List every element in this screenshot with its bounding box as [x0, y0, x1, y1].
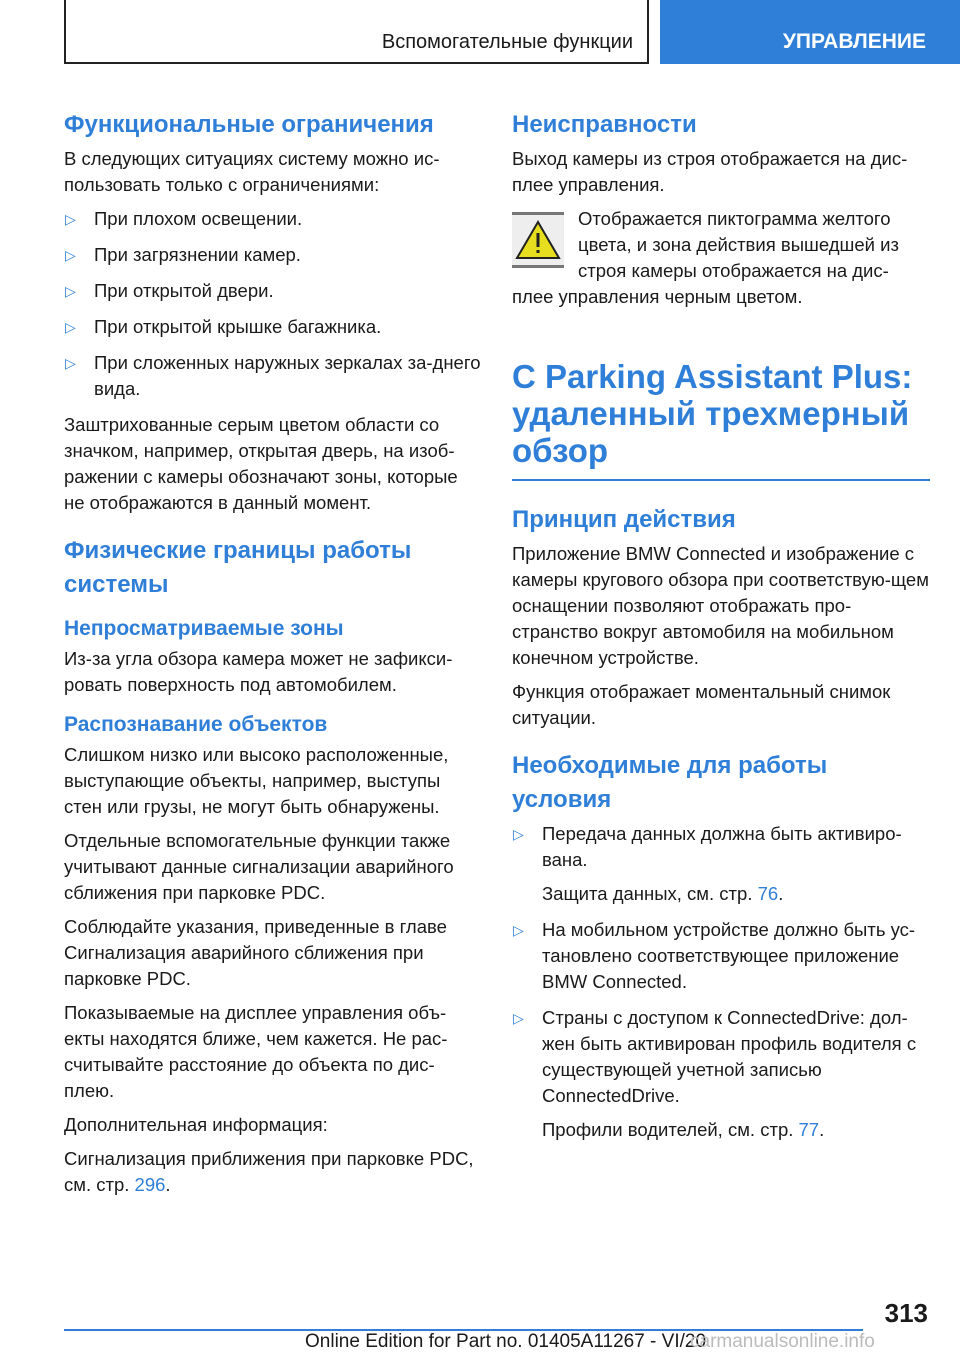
page-number: 313: [884, 1298, 928, 1328]
heading-faults: Неисправности: [512, 111, 697, 138]
heading-remote-3d-view: С Parking Assistant Plus: удаленный трехмерный обзор: [512, 358, 930, 481]
paragraph-detection-3: Соблюдайте указания, приведенные в главе Сигнализация аварийного сближения при парковке PDC.: [64, 916, 447, 989]
cross-reference: Профили водителей, см. стр. 77.: [542, 1119, 825, 1140]
paragraph-warning-pictogram: Отображается пиктограмма желтого цвета, и зона действия вышедшей из строя камеры отображается на дис-плее управления черным цветом.: [512, 208, 899, 307]
bullet-triangle-icon: ▷: [65, 283, 76, 299]
bullet-triangle-icon: ▷: [65, 211, 76, 227]
bullet-triangle-icon: ▷: [65, 355, 76, 371]
list-item: ▷ На мобильном устройстве должно быть ус-тановлено соответствующее приложение BMW Connected.: [513, 919, 916, 992]
paragraph-faults: Выход камеры из строя отображается на дис-плее управления.: [512, 148, 908, 195]
heading-physical-limits: Физические границы работы системы: [64, 537, 412, 598]
heading-principle: Принцип действия: [512, 506, 736, 533]
bullet-triangle-icon: ▷: [513, 922, 524, 938]
paragraph-principle-1: Приложение BMW Connected и изображение с камеры кругового обзора при соответствую-щем оснащении позволяют отображать про-странство вокруг автомобиля на мобильном конечном устройстве.: [512, 543, 929, 668]
limits-list: [64, 206, 482, 402]
page-link-76[interactable]: 76: [757, 883, 779, 904]
header-section-title: Вспомогательные функции: [381, 31, 633, 53]
heading-object-detection: Распознавание объектов: [64, 713, 328, 736]
paragraph-detection-1: Слишком низко или высоко расположенные, выступающие объекты, например, выступы стен или грузы, не могут быть обнаружены.: [64, 744, 449, 817]
heading-requirements: Необходимые для работы условия: [512, 752, 828, 813]
bullet-triangle-icon: ▷: [513, 826, 524, 842]
bullet-triangle-icon: ▷: [65, 319, 76, 335]
list-item: ▷ При сложенных наружных зеркалах за-днего вида.: [65, 352, 481, 399]
cross-reference: Защита данных, см. стр. 76.: [542, 883, 784, 904]
list-item: ▷ При плохом освещении.: [65, 208, 303, 229]
paragraph-limits: В следующих ситуациях систему можно ис-пользовать только с ограничениями:: [64, 148, 440, 195]
footer-watermark: carmanualsonline.info: [690, 1331, 875, 1352]
header-frame: [64, 0, 649, 64]
heading-limits: Функциональные ограничения: [64, 111, 434, 138]
list-item: ▷ При открытой двери.: [65, 280, 274, 301]
warning-block: [512, 206, 930, 310]
requirements-list: [512, 821, 930, 1143]
bullet-triangle-icon: ▷: [65, 247, 76, 263]
list-item: ▷ При загрязнении камер.: [65, 244, 301, 265]
heading-blind-zones: Непросматриваемые зоны: [64, 617, 344, 640]
paragraph-pdc-reference: Сигнализация приближения при парковке PDC, см. стр. 296.: [64, 1148, 474, 1195]
paragraph-detection-4: Показываемые на дисплее управления объ-екты находятся ближе, чем кажется. Не рас-считывайте расстояние до объекта по дис-плею.: [64, 1002, 448, 1101]
paragraph-hatched-areas: Заштрихованные серым цветом области со значком, например, открытая дверь, на изоб-ражении с камеры обозначают зоны, которые не отображаются в данный момент.: [64, 414, 458, 513]
list-item: ▷ Страны с доступом к ConnectedDrive: дол-жен быть активирован профиль водителя с существующей учетной записью ConnectedDrive. Профили водителей, см. стр. 77.: [512, 1005, 930, 1143]
right-column: [512, 100, 930, 1153]
paragraph-more-info: Дополнительная информация:: [64, 1114, 328, 1135]
left-column: [64, 100, 482, 1206]
page-link-296[interactable]: 296: [134, 1174, 166, 1195]
page-link-77[interactable]: 77: [798, 1119, 820, 1140]
list-item: ▷ При открытой крышке багажника.: [65, 316, 382, 337]
paragraph-blind-zones: Из-за угла обзора камера может не зафикси-ровать поверхность под автомобилем.: [64, 648, 453, 695]
header-chapter-tab[interactable]: УПРАВЛЕНИЕ: [660, 0, 960, 64]
paragraph-detection-2: Отдельные вспомогательные функции также учитывают данные сигнализации аварийного сближения при парковке PDC.: [64, 830, 454, 903]
footer-edition: Online Edition for Part no. 01405A11267 - VI/20: [305, 1331, 707, 1352]
bullet-triangle-icon: ▷: [513, 1010, 524, 1026]
list-item: ▷ Передача данных должна быть активиро-вана. Защита данных, см. стр. 76.: [512, 821, 930, 907]
warning-triangle-icon: [512, 212, 564, 268]
paragraph-principle-2: Функция отображает моментальный снимок ситуации.: [512, 681, 891, 728]
